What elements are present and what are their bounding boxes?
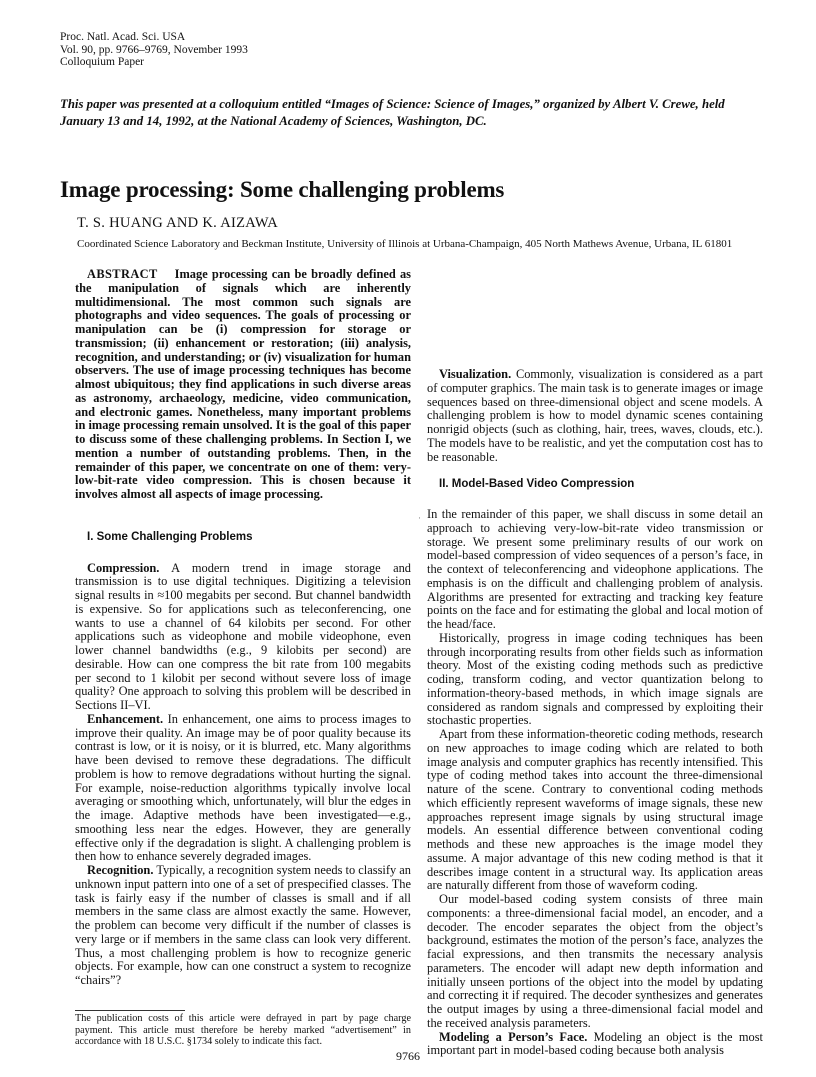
journal-header xyxy=(60,31,248,69)
section-2-paragraph-4: Our model-based coding system consists of three main components: a three-dimensional facial model, an encoder, and a decoder. The encoder separates the object from the object’s background, estimates the motion of the person’s face, analyzes the facial expressions, and then transmits the necessary analysis parameters. The encoder will adapt new depth information and initially unseen portions of the object into the model by updating and correcting it if required. The decoder synthesizes and generates the output images by using a three-dimensional facial model and the received analysis parameters. xyxy=(427,892,763,1030)
recognition-label: Recognition. xyxy=(87,863,154,877)
paragraph-recognition xyxy=(75,864,411,988)
section-2-paragraph-2: Historically, progress in image coding techniques has been through incorporating results from other fields such as information theory. Most of the existing coding methods such as predictive coding, transform coding, and vector quantization belong to information-theory-based methods, in which image signals are considered as random signals and compressed by exploiting their stochastic properties. xyxy=(427,630,763,728)
paper-title: Image processing: Some challenging problems xyxy=(60,177,505,202)
recognition-text: Typically, a recognition system needs to classify an unknown input pattern into one of a set of prespecified classes. The task is fairly easy if the number of classes is small and if all members in the same class are almost exactly the same. However, the problem can become very difficult if the number of classes is very large or if members in the same class can look very different. Thus, a most challenging problem is how to recognize generic objects. For example, how can one construct a system to recognize “chairs”? xyxy=(75,863,411,987)
section-2-heading: II. Model-Based Video Compression xyxy=(439,478,635,491)
enhancement-text: In enhancement, one aims to process images to improve their quality. An image may be of poor quality because its contrast is low, or it is noisy, or it is blurred, etc. Many algorithms have been devised to remove these degradations. The difficult problem is how to remove degradations without hurting the signal. For example, noise-reduction algorithms typically involve local averaging or smoothing which, unfortunately, will blur the edges in the image. Adaptive methods have been investigated—e.g., smoothing less near the edges. However, they are generally effective only if the degradation is slight. A challenging problem is then how to enhance severely degraded images. xyxy=(75,711,411,864)
modeling-face-text: Modeling an object is the most important part in model-based coding because both analysis xyxy=(427,1029,763,1058)
publication-footnote: The publication costs of this article were defrayed in part by page charge payment. This article must therefore be hereby marked “advertisement” in accordance with 18 U.S.C. §1734 solely to indicate this fact. xyxy=(75,1013,411,1048)
right-column xyxy=(427,270,763,1058)
page-number: 9766 xyxy=(396,1049,420,1063)
paragraph-enhancement xyxy=(75,713,411,864)
visualization-label: Visualization. xyxy=(439,367,512,381)
compression-label: Compression. xyxy=(87,560,160,575)
journal-name: Proc. Natl. Acad. Sci. USA xyxy=(60,31,186,43)
left-column xyxy=(75,268,411,988)
section-2-paragraph-1: In the remainder of this paper, we shall discuss in some detail an approach to achieving very-low-bit-rate video transmission or storage. We present some preliminary results of our work on model-based compression of video sequences of a person’s face, in the context of teleconferencing and videophone applications. The emphasis is on the difficult and challenging problem of analysis. Algorithms are presented for extracting and tracking key feature points on the face and for estimating the global and local motion of the head/face. xyxy=(427,507,763,631)
colloquium-note: This paper was presented at a colloquium entitled “Images of Science: Science of Images,” organized by Albert V. Crewe, held January 13 and 14, 1992, at the National Academy of Sciences, Washington, DC. xyxy=(60,97,725,128)
abstract-text: Image processing can be broadly defined as the manipulation of signals which are inherently multidimensional. The most common such signals are photographs and video sequences. The goals of processing or manipulation can be (i) compression for storage or transmission; (ii) enhancement or restoration; (iii) analysis, recognition, and understanding; or (iv) visualization for human observers. The use of image processing techniques has become almost ubiquitous; they find applications in such diverse areas as astronomy, archaeology, medicine, video communication, and electronic games. Nonetheless, many important problems in image processing remain unsolved. It is the goal of this paper to discuss some of these challenging problems. In Section I, we mention a number of outstanding problems. Then, in the remainder of this paper, we concentrate on one of them: very-low-bit-rate video compression. This is chosen because it involves almost all aspects of image processing. xyxy=(75,267,411,501)
section-2-paragraph-3: Apart from these information-theoretic coding methods, research on new approaches to image coding which are related to both image analysis and computer graphics has recently intensified. This type of coding method takes into account the three-dimensional nature of the scene. Contrary to conventional coding methods which efficiently represent waveforms of image signals, these new approaches represent image signals by using structural image models. An essential difference between conventional coding methods and these new approaches is the image model they assume. A major advantage of this new coding method is that it describes image content in a structural way. Its application areas are naturally different from those of waveform coding. xyxy=(427,727,763,893)
paragraph-compression xyxy=(75,562,411,713)
enhancement-label: Enhancement. xyxy=(87,711,164,726)
section-1-heading: I. Some Challenging Problems xyxy=(87,530,253,543)
footnote-rule xyxy=(75,1010,185,1011)
abstract-label: ABSTRACT xyxy=(87,267,158,281)
compression-text: A modern trend in image storage and transmission is to use digital techniques. Digitizing a television signal results in ≈100 megabits per second. But channel bandwidth is expensive. So for applications such as teleconferencing, one wants to use a channel of 64 kilobits per second. For other applications such as videophone and mobile videophone, even lower channel bandwidths (e.g., 9 kilobits per second) are desirable. How can one compress the bit rate from 100 megabits per second to 1 kilobit per second without severe loss of image quality? One approach to solving this problem will be described in Sections II–VI. xyxy=(75,560,411,712)
column-separator-mark: · xyxy=(418,513,421,523)
visualization-text: Commonly, visualization is considered as a part of computer graphics. The main task is to generate images or image sequences based on three-dimensional object and scene models. A challenging problem is how to model dynamic scenes containing nonrigid objects (such as clothing, hair, trees, waves, clouds, etc.). The models have to be realistic, and yet the computation cost has to be reasonable. xyxy=(427,367,763,464)
modeling-face-label: Modeling a Person’s Face. xyxy=(439,1029,588,1044)
paper-type: Colloquium Paper xyxy=(60,56,145,69)
author-affiliation: Coordinated Science Laboratory and Beckman Institute, University of Illinois at Urbana-Champaign, 405 North Mathews Avenue, Urbana, IL 61801 xyxy=(77,238,733,250)
paper-authors: T. S. HUANG AND K. AIZAWA xyxy=(77,215,279,231)
journal-volume: Vol. 90, pp. 9766–9769, November 1993 xyxy=(60,43,248,56)
abstract xyxy=(75,268,411,502)
paragraph-visualization xyxy=(427,368,763,464)
